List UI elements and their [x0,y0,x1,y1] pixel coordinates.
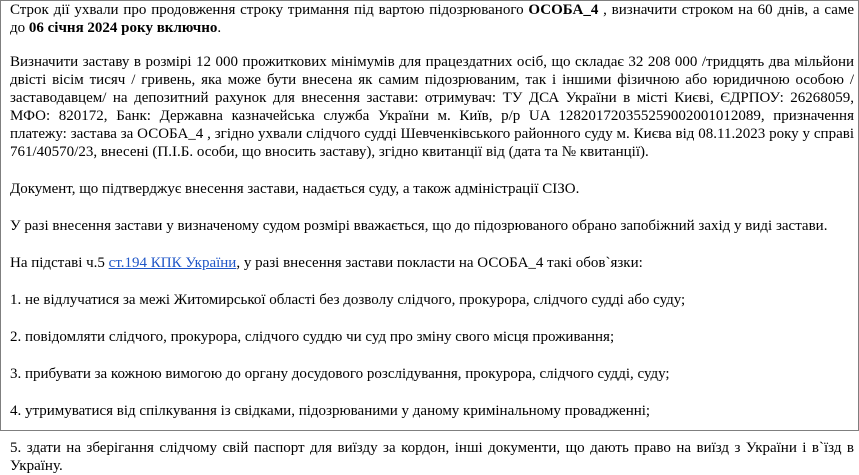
term-date: 06 січня 2024 року включно [28,20,218,36]
term-text-2: , визначити строком на 60 днів, а саме до [10,2,854,36]
paragraph-bail-proof: Документ, що підтверджує внесення застави, надається суду, а також адміністрації СІЗО. [10,181,580,197]
law-article-link[interactable]: ст.194 КПК України [108,255,237,271]
term-text-1: Строк дії ухвали про продовження строку тримання під вартою підозрюваного [10,2,529,18]
document-body [10,1,854,475]
duties-intro-text-2: , у разі внесення застави покласти на ОСОБА_4 такі обов`язки: [236,255,643,271]
duty-item: 2. повідомляти слідчого, прокурора, слідчого суддю чи суд про зміну свого місця проживання; [10,329,615,345]
paragraph-term [10,1,854,37]
duty-item: 4. утримуватися від спілкування із свідками, підозрюваними у даному кримінальному провадженні; [10,403,651,419]
duty-item: 3. прибувати за кожною вимогою до органу досудового розслідування, прокурора, слідчого судді, суду; [10,366,670,382]
duties-intro-text-1: На підставі ч.5 [10,255,109,271]
term-text-3: . [217,20,222,36]
paragraph-bail-effect: У разі внесення застави у визначеному судом розмірі вважається, що до підозрюваного обрано запобіжний захід у виді застави. [10,218,828,234]
paragraph-bail: Визначити заставу в розмірі 12 000 прожиткових мінімумів для працездатних осіб, що складає 32 208 000 /тридцять два мільйони двісті вісім тисяч / гривень, яка може бути внесена як самим підозрюваним, так і іншими фізичною або юридичною особою /заставодавцем/ на депозитний рахунок для внесення застави: отримувач: ТУ ДСА України в місті Києві, ЄДРПОУ: 26268059, МФО: 820172, Банк: Державна казначейська служба України м. Київ, р/р UA 128201720355259002001012089, призначення платежу: застава за ОСОБА_4 , згідно ухвали слідчого судді Шевченківського районного суду м. Києва від 08.11.2023 року у справі 761/40570/23, внесені (П.І.Б. особи, що вносить заставу), згідно квитанції від (дата та № квитанції). [10,54,854,160]
term-person: ОСОБА_4 [528,2,604,18]
duty-item: 5. здати на зберігання слідчому свій паспорт для виїзду за кордон, інші документи, що дають право на виїзд з України і в`їзд в Україну. [10,440,854,474]
duty-item: 1. не відлучатися за межі Житомирської області без дозволу слідчого, прокурора, слідчого судді або суду; [10,292,686,308]
paragraph-duties-intro [10,254,854,272]
